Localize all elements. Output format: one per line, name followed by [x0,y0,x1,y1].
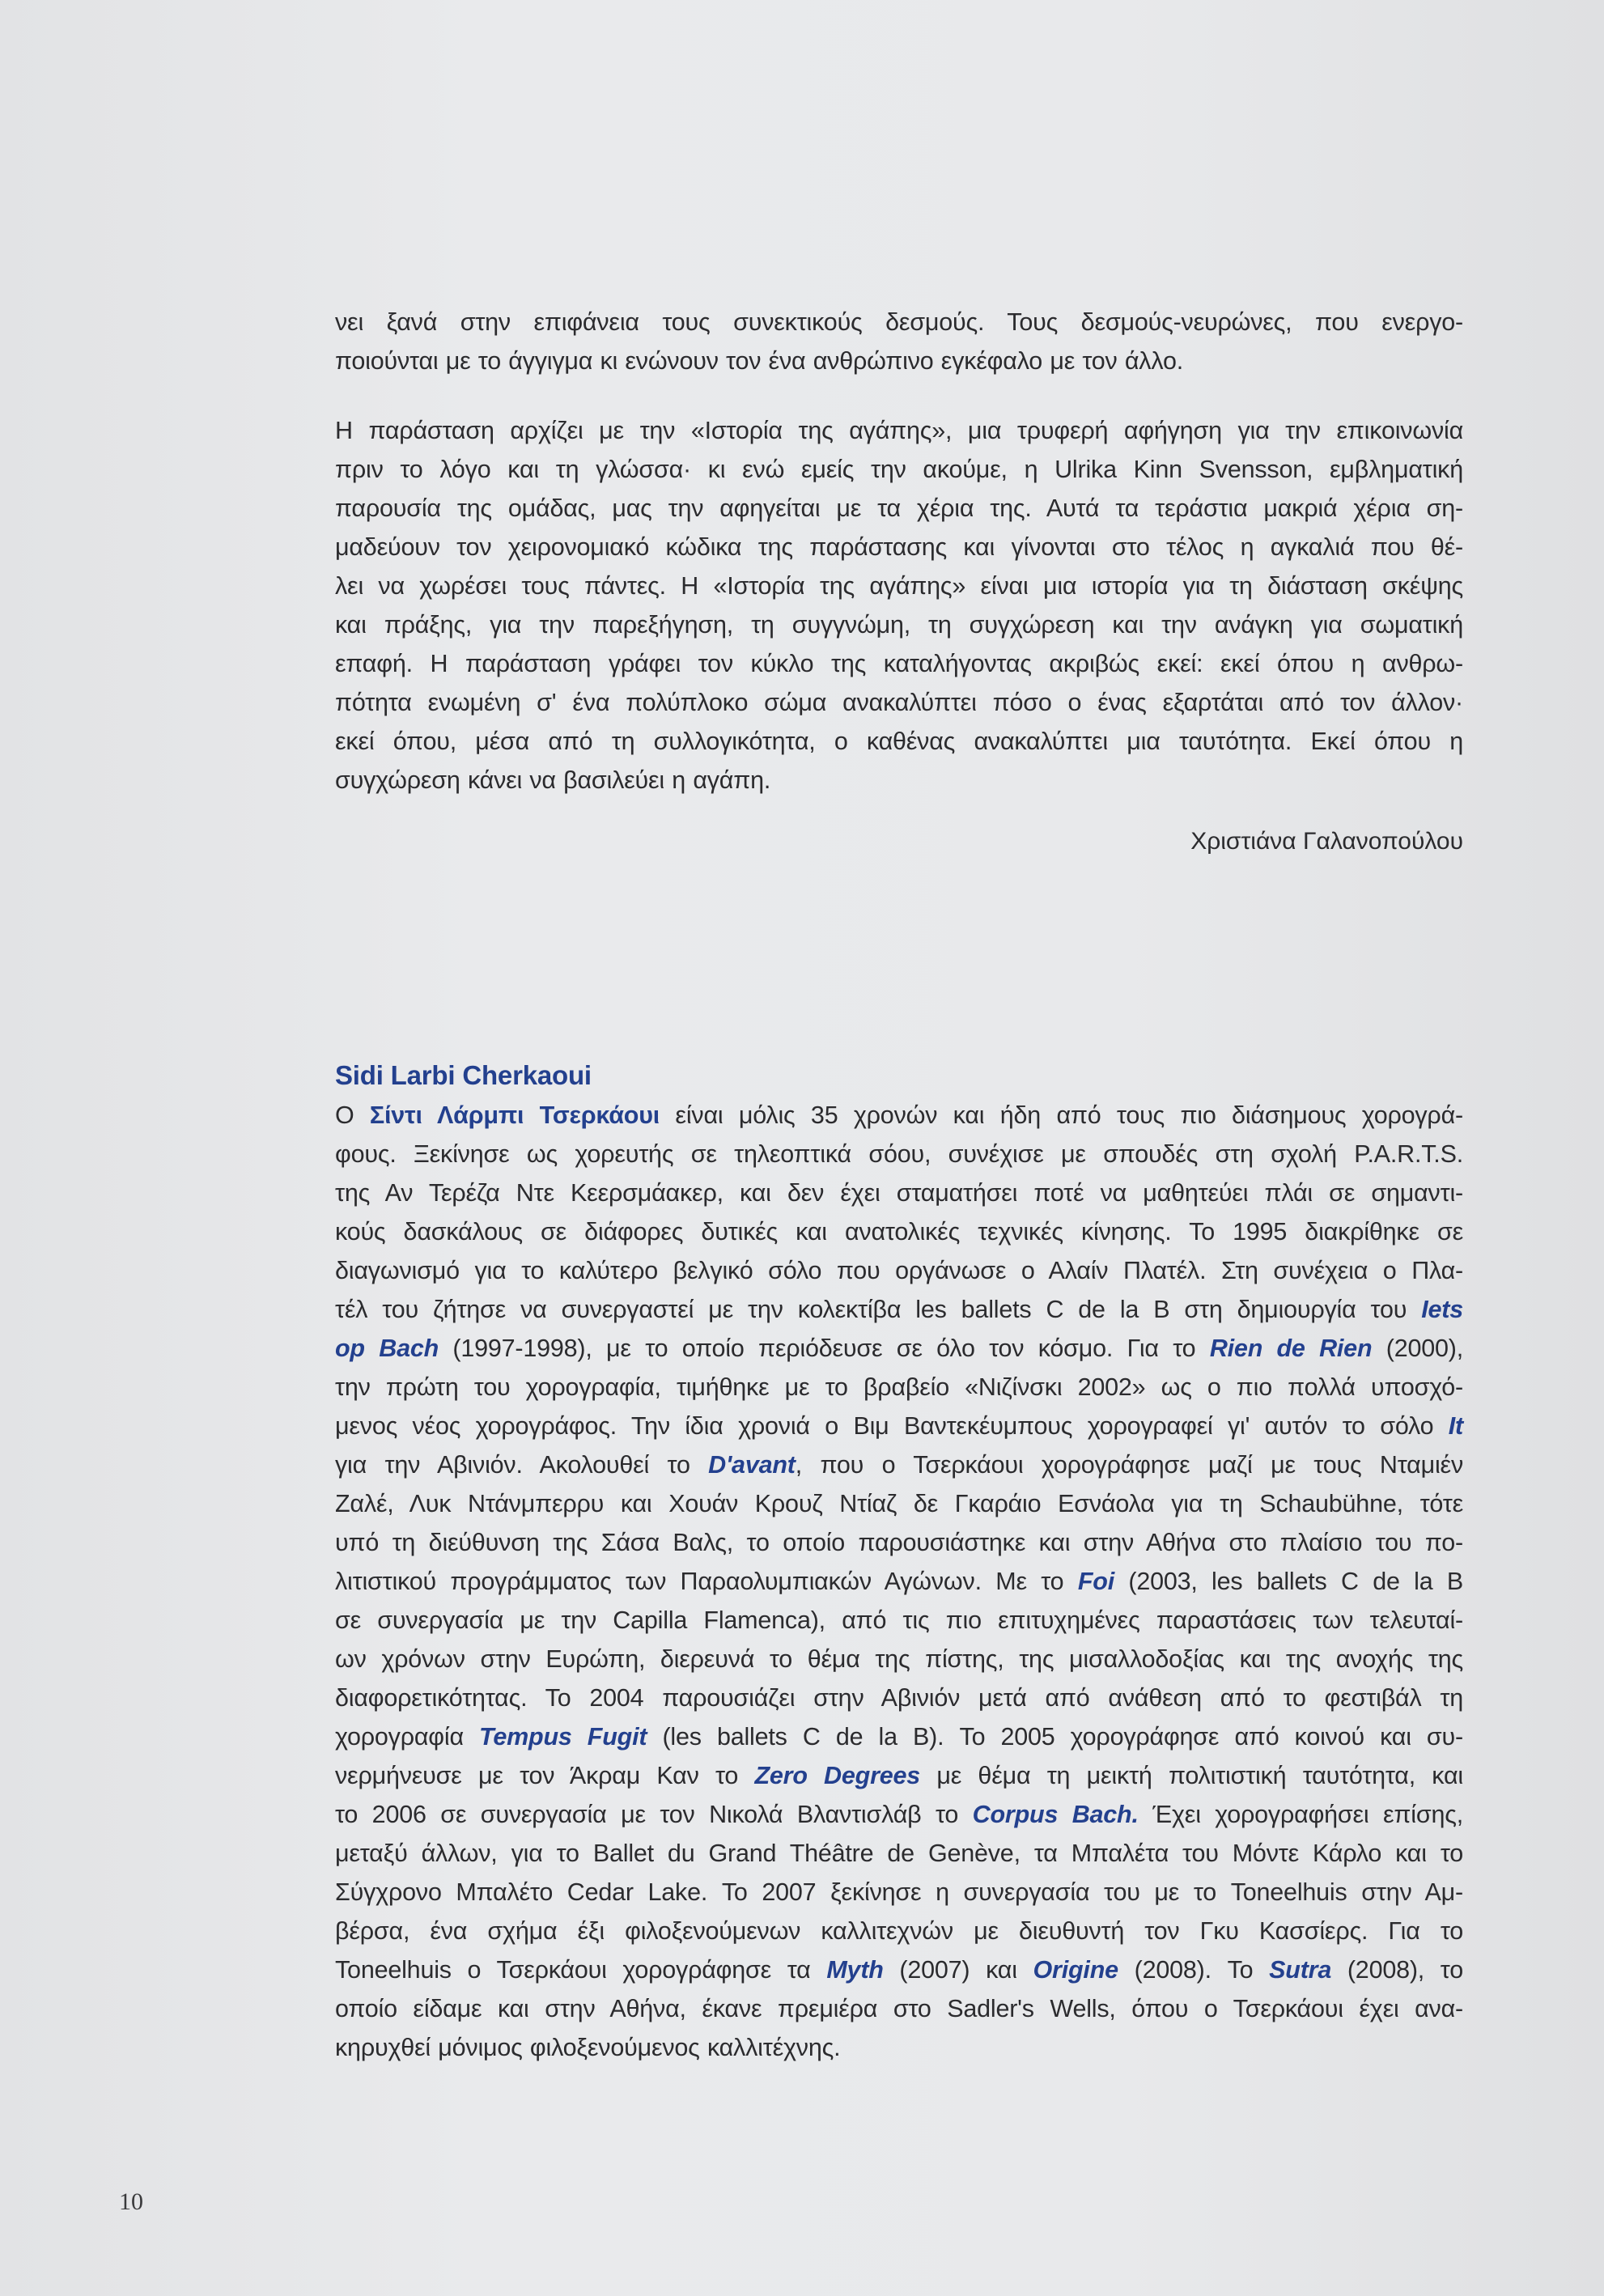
text-line [335,2028,1463,2067]
text-segment: μενος νέος χορογράφος. Την ίδια χρονιά ο Βιμ Βαντεκέυμπους χορογραφεί γι' αυτόν το σόλο [335,1412,1449,1440]
work-title: Rien de Rien [1209,1335,1373,1362]
text-segment: είναι μόλις 35 χρονών και ήδη από τους πιο διάσημους χορογρά- [660,1101,1463,1129]
text-segment: βέρσα, ένα σχήμα έξι φιλοξενούμενων καλλιτεχνών με διευθυντή τον Γκυ Κασσίερς. Για το [335,1917,1463,1945]
work-title: Zero Degrees [754,1762,921,1789]
work-title: Sutra [1269,1956,1332,1984]
text-line [335,1756,1463,1795]
artist-name: Σίντι Λάρμπι Τσερκάουι [369,1101,660,1129]
text-line [335,1368,1463,1407]
text-line [335,1601,1463,1640]
work-title: Corpus Bach. [972,1801,1139,1828]
text-line [335,1873,1463,1912]
biography-paragraph [335,1096,1463,2067]
text-segment: (les ballets C de la B). Το 2005 χορογράφησε από κοινού και συ- [647,1723,1463,1751]
text-segment: Ο [335,1101,370,1129]
text-line: παρουσία της ομάδας, μας την αφηγείται με τα χέρια της. Αυτά τα τεράστια μακριά χέρια ση- [335,494,1463,522]
text-segment: κηρυχθεί μόνιμος φιλοξενούμενος καλλιτέχνης. [335,2034,841,2061]
text-line [335,1640,1463,1678]
work-title: Myth [826,1956,884,1984]
text-segment: διαφορετικότητας. Το 2004 παρουσιάζει στην Αβινιόν μετά από ανάθεση από το φεστιβάλ τη [335,1684,1463,1712]
work-title: op Bach [335,1335,439,1362]
text-line [335,1096,1463,1135]
text-segment: υπό τη διεύθυνση της Σάσα Βαλς, το οποίο παρουσιάστηκε και στην Αθήνα στο πλαίσιο του πο- [335,1529,1463,1556]
text-line [335,1445,1463,1484]
text-line [335,1251,1463,1290]
text-line [335,1989,1463,2028]
text-segment: Toneelhuis ο Τσερκάουι χορογράφησε τα [335,1956,827,1984]
text-line [335,1912,1463,1950]
text-line [335,1407,1463,1445]
text-line [335,1795,1463,1834]
work-title: Iets [1421,1296,1463,1323]
text-line [335,1523,1463,1562]
text-line [335,1834,1463,1873]
text-segment: , που ο Τσερκάουι χορογράφησε μαζί με τους Νταμιέν [795,1451,1463,1479]
text-line: και πράξης, για την παρεξήγηση, τη συγγνώμη, τη συγχώρεση και την ανάγκη για σωματική [335,611,1463,639]
text-line: πριν το λόγο και τη γλώσσα· κι ενώ εμείς την ακούμε, η Ulrika Kinn Svensson, εμβληματική [335,456,1463,483]
text-line [335,1678,1463,1717]
work-title: D'avant [708,1451,796,1479]
story-paragraph [335,411,1463,800]
text-line [335,1290,1463,1329]
text-segment: λιτιστικού προγράμματος των Παραολυμπιακών Αγώνων. Με το [335,1568,1078,1595]
text-segment: οποίο είδαμε και στην Αθήνα, έκανε πρεμιέρα στο Sadler's Wells, όπου ο Τσερκάουι έχει ανα- [335,1995,1463,2022]
text-segment: (1997-1998), με το οποίο περιόδευσε σε όλο τον κόσμο. Για το [439,1335,1210,1362]
text-line [335,1212,1463,1251]
text-line: νει ξανά στην επιφάνεια τους συνεκτικούς δεσμούς. Τους δεσμούς-νευρώνες, που ενεργο- [335,308,1463,336]
text-line: Η παράσταση αρχίζει με την «Ιστορία της αγάπης», μια τρυφερή αφήγηση για την επικοινωνία [335,417,1463,444]
text-segment: σε συνεργασία με την Capilla Flamenca), από τις πιο επιτυχημένες παραστάσεις των τελευταί- [335,1606,1463,1634]
text-segment: ων χρόνων στην Ευρώπη, διερευνά το θέμα της πίστης, της μισαλλοδοξίας και της ανοχής της [335,1645,1463,1673]
text-segment: Ζαλέ, Λυκ Ντάνμπερρυ και Χουάν Κρουζ Ντίαζ δε Γκαράιο Εσνάολα για τη Schaubühne, τότε [335,1490,1463,1517]
text-segment: (2008). Το [1118,1956,1270,1984]
text-line [335,1717,1463,1756]
essay-section [335,303,1463,800]
text-line [335,1484,1463,1523]
text-segment: διαγωνισμό για το καλύτερο βελγικό σόλο που οργάνωσε ο Αλαίν Πλατέλ. Στη συνέχεια ο Πλα- [335,1257,1463,1284]
intro-paragraph [335,303,1463,380]
text-segment: Έχει χορογραφήσει επίσης, [1138,1801,1463,1828]
text-segment: νερμήνευσε με τον Άκραμ Καν το [335,1762,755,1789]
text-line [335,1329,1463,1368]
text-segment: το 2006 σε συνεργασία με τον Νικολά Βλαντισλάβ το [335,1801,973,1828]
text-segment: φους. Ξεκίνησε ως χορευτής σε τηλεοπτικά σόου, συνέχισε με σπουδές στη σχολή P.A.R.T.S. [335,1140,1463,1168]
text-segment: (2000), [1372,1335,1464,1362]
work-title: Origine [1033,1956,1118,1984]
biography-title: Sidi Larbi Cherkaoui [335,1060,592,1090]
text-line: συγχώρεση κάνει να βασιλεύει η αγάπη. [335,766,771,794]
author-signature: Χριστιάνα Γαλανοπούλου [1190,828,1463,855]
biography-section [335,1055,1463,2067]
text-segment: της Αν Τερέζα Ντε Κεερσμάακερ, και δεν έχει σταματήσει ποτέ να μαθητεύει πλάι σε σημαντι- [335,1179,1463,1207]
text-line [335,1173,1463,1212]
text-line [335,1950,1463,1989]
text-line [335,1562,1463,1601]
text-line [335,1135,1463,1173]
text-segment: με θέμα τη μεικτή πολιτιστική ταυτότητα, και [920,1762,1463,1789]
text-segment: (2003, les ballets C de la B [1114,1568,1464,1595]
text-segment: χορογραφία [335,1723,480,1751]
text-line: λει να χωρέσει τους πάντες. Η «Ιστορία της αγάπης» είναι μια ιστορία για τη διάσταση σκέψης [335,572,1463,600]
text-segment: την πρώτη του χορογραφία, τιμήθηκε με το βραβείο «Νιζίνσκι 2002» ως ο πιο πολλά υποσχό- [335,1373,1463,1401]
text-segment: Σύγχρονο Μπαλέτο Cedar Lake. Το 2007 ξεκίνησε η συνεργασία του με το Toneelhuis στην Αμ- [335,1878,1463,1906]
work-title: Tempus Fugit [479,1723,647,1751]
text-line: πότητα ενωμένη σ' ένα πολύπλοκο σώμα ανακαλύπτει πόσο ο ένας εξαρτάται από τον άλλον· [335,689,1463,716]
text-segment: για την Αβινιόν. Ακολουθεί το [335,1451,709,1479]
text-line: ποιούνται με το άγγιγμα κι ενώνουν τον ένα ανθρώπινο εγκέφαλο με τον άλλο. [335,347,1183,375]
text-line: μαδεύουν τον χειρονομιακό κώδικα της παράστασης και γίνονται στο τέλος η αγκαλιά που θέ- [335,533,1463,561]
work-title: Foi [1077,1568,1114,1595]
text-segment: τέλ του ζήτησε να συνεργαστεί με την κολεκτίβα les ballets C de la B στη δημιουργία του [335,1296,1422,1323]
work-title: It [1448,1412,1463,1440]
text-segment: (2007) και [883,1956,1033,1984]
text-segment: (2008), το [1331,1956,1463,1984]
text-segment: κούς δασκάλους σε διάφορες δυτικές και ανατολικές τεχνικές κίνησης. Το 1995 διακρίθηκε σε [335,1218,1463,1246]
text-line: επαφή. Η παράσταση γράφει τον κύκλο της καταλήγοντας ακριβώς εκεί: εκεί όπου η ανθρω- [335,650,1463,677]
page-number: 10 [119,2188,143,2215]
text-line: εκεί όπου, μέσα από τη συλλογικότητα, ο καθένας ανακαλύπτει μια ταυτότητα. Εκεί όπου η [335,728,1463,755]
text-segment: μεταξύ άλλων, για το Ballet du Grand Théâtre de Genève, τα Μπαλέτα του Μόντε Κάρλο και το [335,1840,1463,1867]
